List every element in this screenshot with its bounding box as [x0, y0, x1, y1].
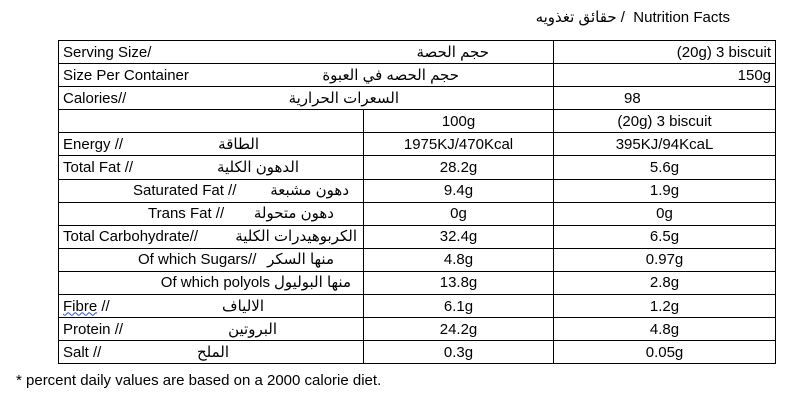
row-energy: [59, 133, 776, 156]
sugars-100g: 4.8g: [364, 248, 554, 271]
header-100g: 100g: [364, 110, 554, 133]
sat-fat-label-en: Saturated Fat //: [133, 182, 237, 200]
polyols-100g: 13.8g: [364, 271, 554, 294]
carb-serving: 6.5g: [554, 225, 776, 248]
row-column-headers: [59, 110, 776, 133]
fibre-word: Fibre: [63, 297, 98, 315]
per-container-value: 150g: [554, 64, 776, 87]
header-serving: (20g) 3 biscuit: [554, 110, 776, 133]
salt-100g: 0.3g: [364, 341, 554, 364]
sat-fat-100g: 9.4g: [364, 179, 554, 202]
salt-label-en: Salt //: [63, 343, 102, 361]
row-trans-fat: [59, 202, 776, 225]
energy-label-ar: الطاقة: [218, 135, 259, 153]
per-container-label-en: Size Per Container: [63, 66, 189, 84]
calories-label-en: Calories//: [63, 89, 127, 107]
row-total-carbohydrate: [59, 225, 776, 248]
protein-label-en: Protein //: [63, 320, 124, 338]
energy-serving: 395KJ/94KcaL: [554, 133, 776, 156]
per-container-label-ar: حجم الحصه في العبوة: [322, 66, 460, 84]
footnote-text: * percent daily values are based on a 2000 calorie diet.: [16, 372, 382, 389]
title-arabic: حقائق تغذويه: [535, 9, 617, 26]
protein-label-ar: البروتين: [228, 320, 277, 338]
carb-label-ar: الكربوهيدرات الكلية: [235, 228, 357, 246]
carb-100g: 32.4g: [364, 225, 554, 248]
sugars-label-ar: منها السكر: [267, 251, 334, 269]
trans-fat-label-ar: دهون متحولة: [253, 205, 334, 223]
row-serving-size: [59, 41, 776, 64]
polyols-serving: 2.8g: [554, 271, 776, 294]
row-sugars: [59, 248, 776, 271]
serving-label-en: Serving Size/: [63, 43, 152, 61]
sugars-label-en: Of which Sugars//: [138, 251, 257, 269]
fibre-100g: 6.1g: [364, 295, 554, 318]
row-salt: [59, 341, 776, 364]
calories-label-ar: السعرات الحرارية: [288, 89, 400, 107]
protein-serving: 4.8g: [554, 318, 776, 341]
serving-value: (20g) 3 biscuit: [554, 41, 776, 64]
sat-fat-serving: 1.9g: [554, 179, 776, 202]
salt-label-ar: الملح: [196, 343, 229, 361]
calories-value: 98: [554, 87, 776, 110]
row-protein: [59, 318, 776, 341]
carb-label-en: Total Carbohydrate//: [63, 228, 199, 246]
polyols-label-ar: منها البوليول: [274, 274, 351, 292]
salt-serving: 0.05g: [554, 341, 776, 364]
trans-fat-100g: 0g: [364, 202, 554, 225]
polyols-label-en: Of which polyols: [160, 274, 271, 292]
total-fat-serving: 5.6g: [554, 156, 776, 179]
row-fibre: [59, 295, 776, 318]
fibre-label-ar: الالياف: [222, 297, 264, 315]
serving-label-ar: حجم الحصة: [416, 43, 490, 61]
total-fat-label-ar: الدهون الكلية: [216, 159, 299, 177]
row-calories: [59, 87, 776, 110]
sat-fat-label-ar: دهون مشبعة: [270, 182, 349, 200]
row-polyols: [59, 271, 776, 294]
fibre-label-en: Fibre //: [63, 297, 110, 315]
trans-fat-label-en: Trans Fat //: [148, 205, 225, 223]
document-title: [0, 8, 730, 26]
nutrition-table: [58, 40, 776, 364]
row-saturated-fat: [59, 179, 776, 202]
total-fat-100g: 28.2g: [364, 156, 554, 179]
energy-100g: 1975KJ/470Kcal: [364, 133, 554, 156]
energy-label-en: Energy //: [63, 135, 124, 153]
total-fat-label-en: Total Fat //: [63, 159, 134, 177]
footnote: [16, 372, 381, 389]
trans-fat-serving: 0g: [554, 202, 776, 225]
row-total-fat: [59, 156, 776, 179]
title-separator: /: [620, 9, 625, 26]
sugars-serving: 0.97g: [554, 248, 776, 271]
row-per-container: [59, 64, 776, 87]
protein-100g: 24.2g: [364, 318, 554, 341]
fibre-serving: 1.2g: [554, 295, 776, 318]
title-english: Nutrition Facts: [633, 9, 730, 26]
